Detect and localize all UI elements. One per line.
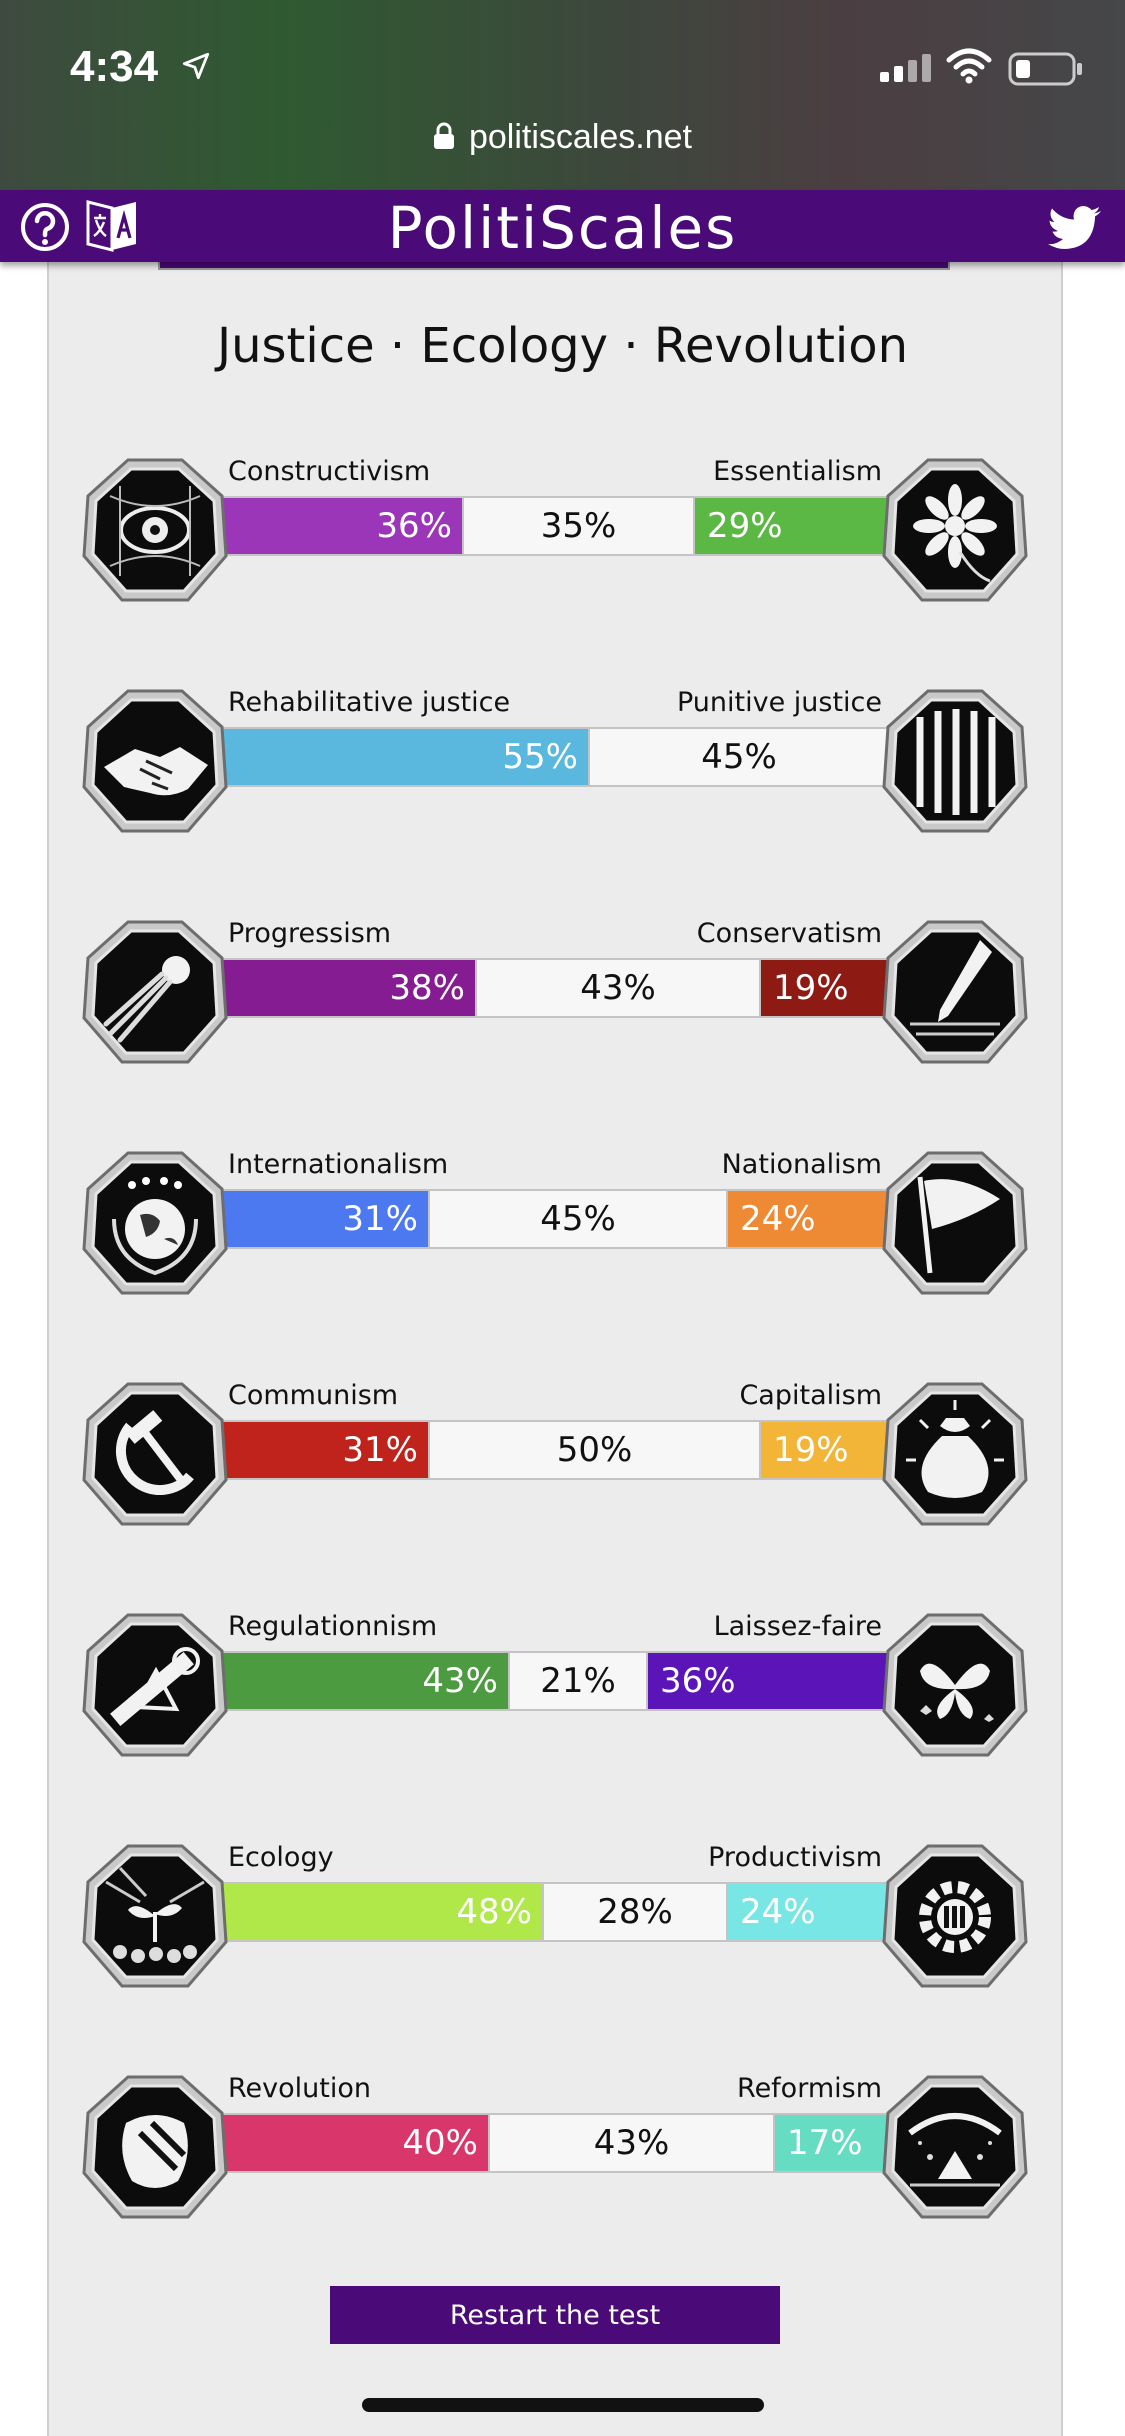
fist-icon	[80, 2073, 230, 2223]
axis-neutral-segment: 50%	[428, 1422, 761, 1478]
axis-right-label: Punitive justice	[676, 687, 882, 718]
axis-neutral-segment: 43%	[475, 960, 761, 1016]
axis-row	[80, 1611, 1030, 1761]
battery-icon	[1008, 52, 1084, 86]
axis-right-segment: 36%	[648, 1653, 888, 1709]
handshake-icon	[80, 687, 230, 837]
axis-bar	[220, 2113, 890, 2173]
clock: 4:34	[70, 42, 159, 91]
axis-right-label: Nationalism	[721, 1149, 882, 1180]
axis-left-label: Regulationnism	[228, 1611, 438, 1642]
globe-icon	[80, 1149, 230, 1299]
axis-left-label: Ecology	[228, 1842, 334, 1873]
axis-right-label: Essentialism	[713, 456, 882, 487]
axis-left-label: Revolution	[228, 2073, 371, 2104]
location-arrow-icon	[182, 52, 210, 80]
comet-icon	[80, 918, 230, 1068]
lock-icon	[433, 122, 455, 150]
card-top-edge	[158, 262, 950, 270]
axis-right-segment: 24%	[728, 1884, 888, 1940]
axis-row	[80, 2073, 1030, 2223]
axis-neutral-segment: 45%	[428, 1191, 728, 1247]
axis-row	[80, 456, 1030, 606]
axis-left-label: Constructivism	[228, 456, 431, 487]
axis-row	[80, 1842, 1030, 1992]
axis-bar	[220, 958, 890, 1018]
axis-left-label: Progressism	[228, 918, 392, 949]
gear-icon	[880, 1842, 1030, 1992]
axis-neutral-segment: 43%	[488, 2115, 775, 2171]
axis-right-segment: 29%	[695, 498, 888, 554]
status-bar	[0, 0, 1125, 190]
axis-right-label: Capitalism	[739, 1380, 882, 1411]
axis-right-segment: 19%	[761, 960, 888, 1016]
axis-bar	[220, 1882, 890, 1942]
cellular-signal-icon	[880, 52, 934, 84]
money-bag-icon	[880, 1380, 1030, 1530]
axis-bar	[220, 1651, 890, 1711]
flag-icon	[880, 1149, 1030, 1299]
axis-right-label: Reformism	[737, 2073, 882, 2104]
axis-left-segment: 43%	[222, 1653, 508, 1709]
axis-left-segment: 36%	[222, 498, 462, 554]
butterfly-icon	[880, 1611, 1030, 1761]
twitter-icon[interactable]	[1048, 206, 1102, 250]
axis-left-segment: 55%	[222, 729, 588, 785]
hammer-sickle-icon	[80, 1380, 230, 1530]
axis-neutral-segment: 21%	[508, 1653, 648, 1709]
axis-right-label: Productivism	[708, 1842, 882, 1873]
home-indicator	[362, 2398, 764, 2412]
site-title[interactable]: PolitiScales	[387, 194, 738, 262]
quill-icon	[880, 918, 1030, 1068]
axis-right-segment: 17%	[775, 2115, 888, 2171]
axis-left-segment: 31%	[222, 1191, 428, 1247]
restart-test-button[interactable]: Restart the test	[330, 2286, 780, 2344]
ballot-icon	[880, 2073, 1030, 2223]
axis-neutral-segment: 35%	[462, 498, 695, 554]
axis-right-segment: 24%	[728, 1191, 888, 1247]
axis-neutral-segment: 45%	[588, 729, 888, 785]
axis-bar	[220, 727, 890, 787]
flower-icon	[880, 456, 1030, 606]
address-bar[interactable]	[0, 118, 1125, 157]
axis-right-label: Laissez-faire	[713, 1611, 882, 1642]
axis-left-segment: 40%	[222, 2115, 488, 2171]
axis-left-label: Rehabilitative justice	[228, 687, 511, 718]
axis-right-segment: 19%	[761, 1422, 888, 1478]
axis-bar	[220, 496, 890, 556]
axis-right-label: Conservatism	[696, 918, 882, 949]
axis-left-segment: 38%	[222, 960, 475, 1016]
axis-left-label: Communism	[228, 1380, 399, 1411]
axis-row	[80, 687, 1030, 837]
axis-left-segment: 31%	[222, 1422, 428, 1478]
url-text: politiscales.net	[468, 118, 692, 156]
site-header	[0, 190, 1125, 262]
wifi-icon	[946, 48, 992, 84]
axis-left-label: Internationalism	[228, 1149, 449, 1180]
axis-bar	[220, 1420, 890, 1480]
axis-left-segment: 48%	[222, 1884, 542, 1940]
axis-row	[80, 1149, 1030, 1299]
prison-bars-icon	[880, 687, 1030, 837]
page-title: Justice · Ecology · Revolution	[216, 318, 909, 374]
sprout-icon	[80, 1842, 230, 1992]
axis-neutral-segment: 28%	[542, 1884, 728, 1940]
axis-bar	[220, 1189, 890, 1249]
axis-row	[80, 1380, 1030, 1530]
axis-row	[80, 918, 1030, 1068]
ruler-icon	[80, 1611, 230, 1761]
eye-icon	[80, 456, 230, 606]
